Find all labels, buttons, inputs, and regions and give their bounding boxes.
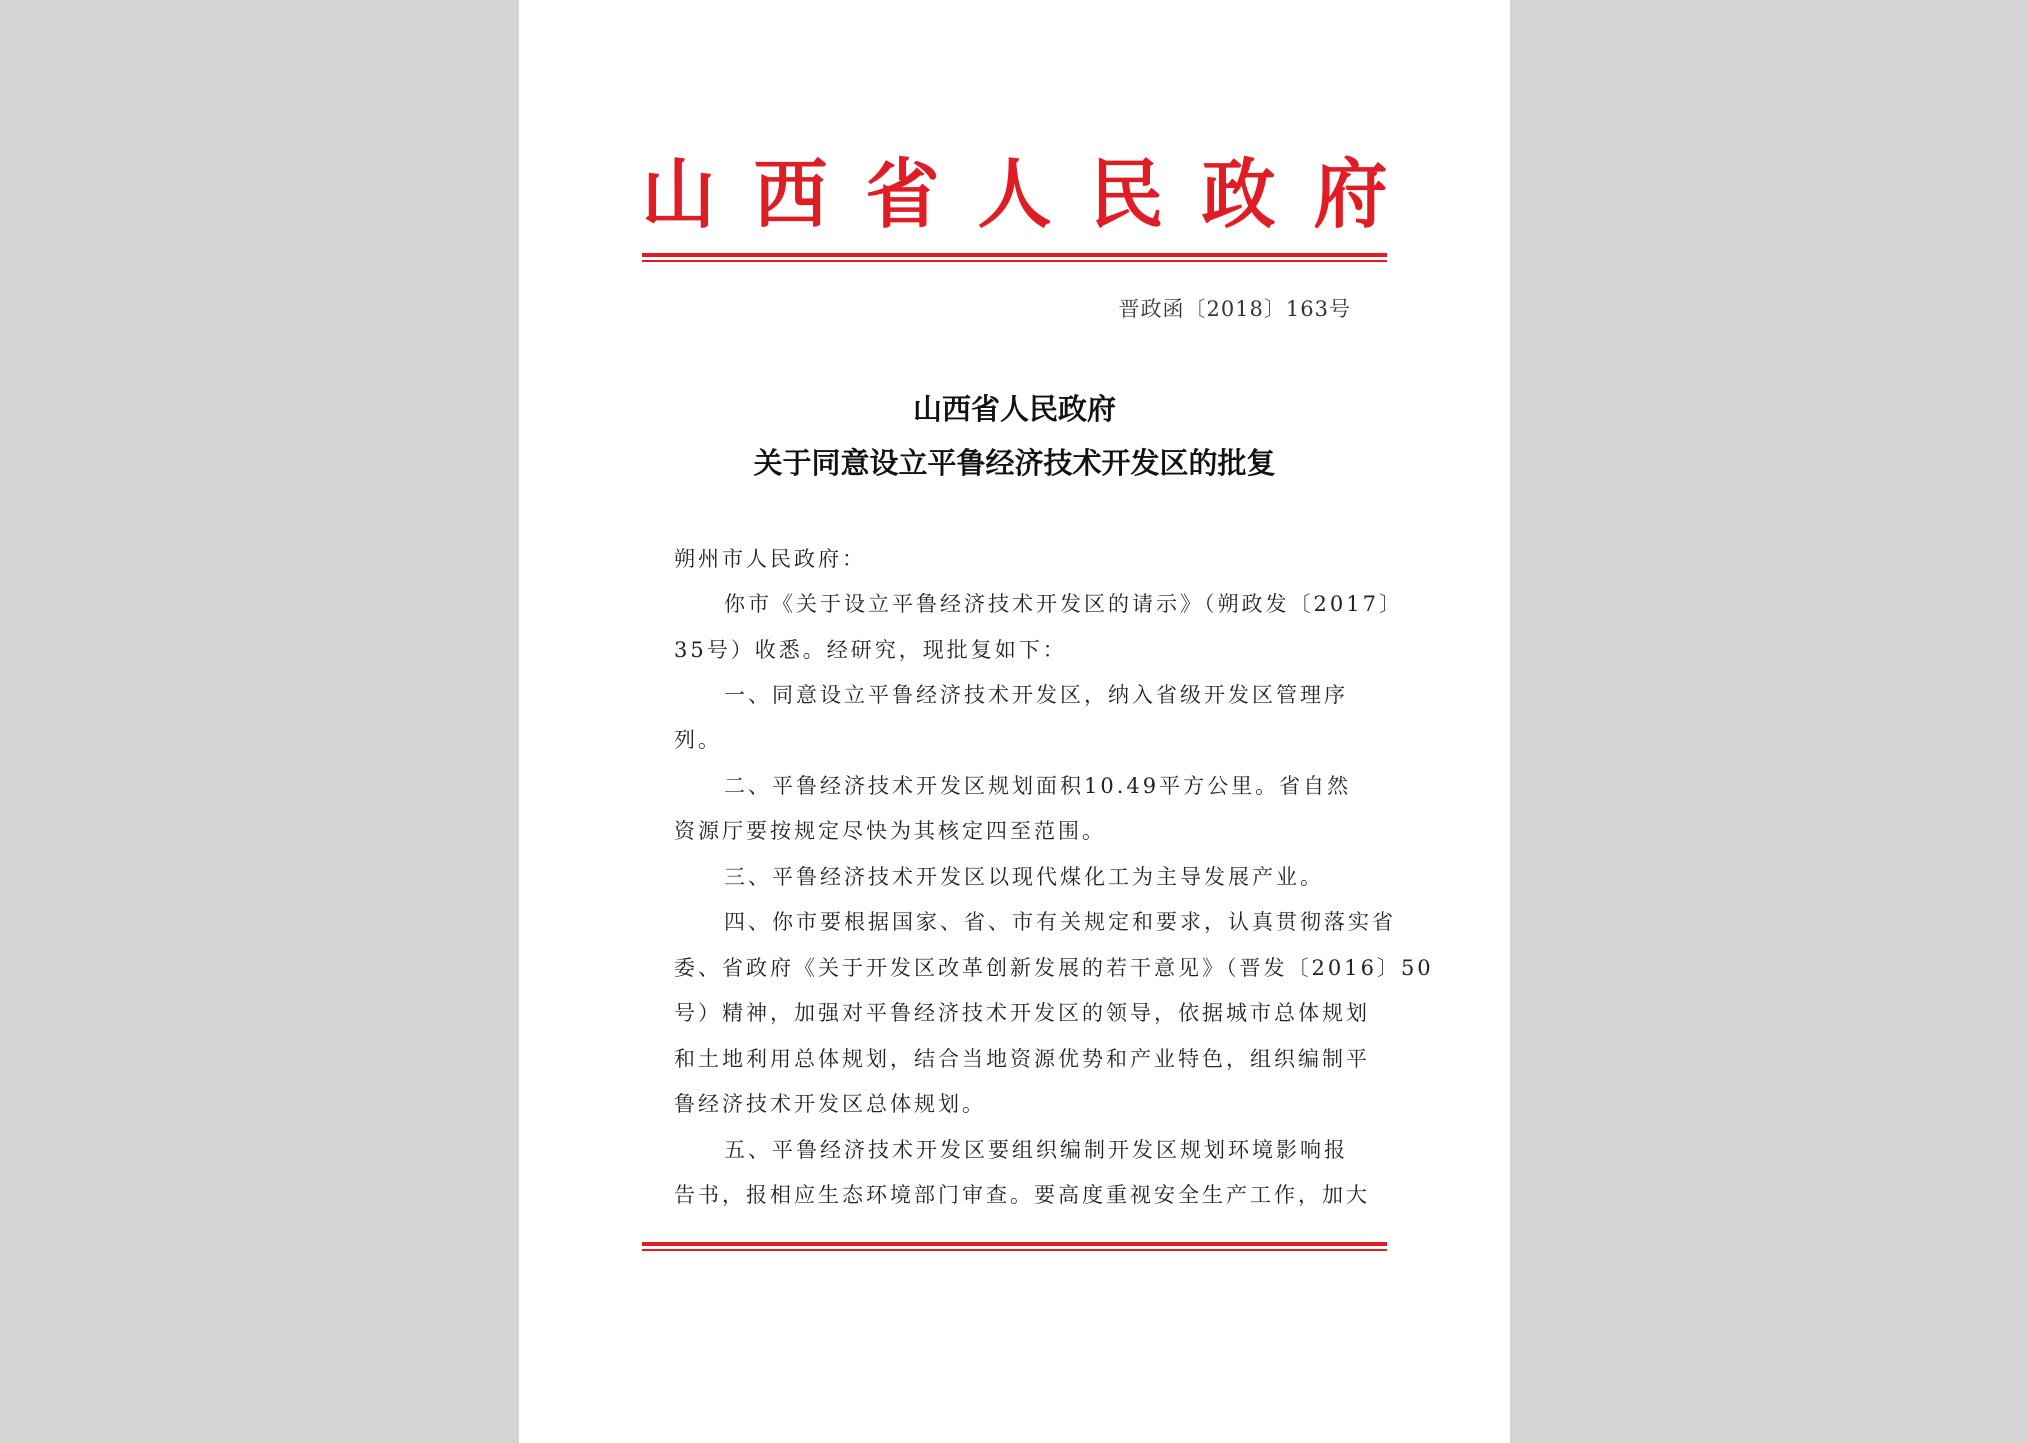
- body-line-addressee: 朔州市人民政府：: [674, 547, 866, 571]
- body-line: 资源厅要按规定尽快为其核定四至范围。: [674, 819, 1106, 843]
- body-line: 告书，报相应生态环境部门审查。要高度重视安全生产工作，加大: [674, 1183, 1370, 1207]
- body-line: 列。: [674, 728, 722, 752]
- body-line: 35号）收悉。经研究，现批复如下：: [674, 638, 1067, 662]
- body-line: 号）精神，加强对平鲁经济技术开发区的领导，依据城市总体规划: [674, 1001, 1370, 1025]
- body-line: 鲁经济技术开发区总体规划。: [674, 1092, 986, 1116]
- body-line: 五、平鲁经济技术开发区要组织编制开发区规划环境影响报: [724, 1138, 1348, 1162]
- document-title-line-1: 山西省人民政府: [912, 392, 1116, 426]
- body-line: 你市《关于设立平鲁经济技术开发区的请示》（朔政发〔2017〕: [724, 592, 1403, 616]
- body-line: 三、平鲁经济技术开发区以现代煤化工为主导发展产业。: [724, 865, 1324, 889]
- body-line: 二、平鲁经济技术开发区规划面积10.49平方公里。省自然: [724, 774, 1352, 798]
- document-page: [519, 0, 1510, 1443]
- letterhead-red-rule: [642, 253, 1387, 262]
- body-line: 委、省政府《关于开发区改革创新发展的若干意见》（晋发〔2016〕50: [674, 956, 1434, 980]
- document-number: 晋政函〔2018〕163号: [1118, 297, 1351, 321]
- footer-red-rule: [642, 1242, 1387, 1251]
- letterhead: 山西省人民政府: [641, 151, 1426, 239]
- body-line: 一、同意设立平鲁经济技术开发区，纳入省级开发区管理序: [724, 683, 1348, 707]
- body-line: 四、你市要根据国家、省、市有关规定和要求，认真贯彻落实省: [724, 910, 1396, 934]
- body-line: 和土地利用总体规划，结合当地资源优势和产业特色，组织编制平: [674, 1047, 1370, 1071]
- document-title-line-2: 关于同意设立平鲁经济技术开发区的批复: [753, 446, 1276, 480]
